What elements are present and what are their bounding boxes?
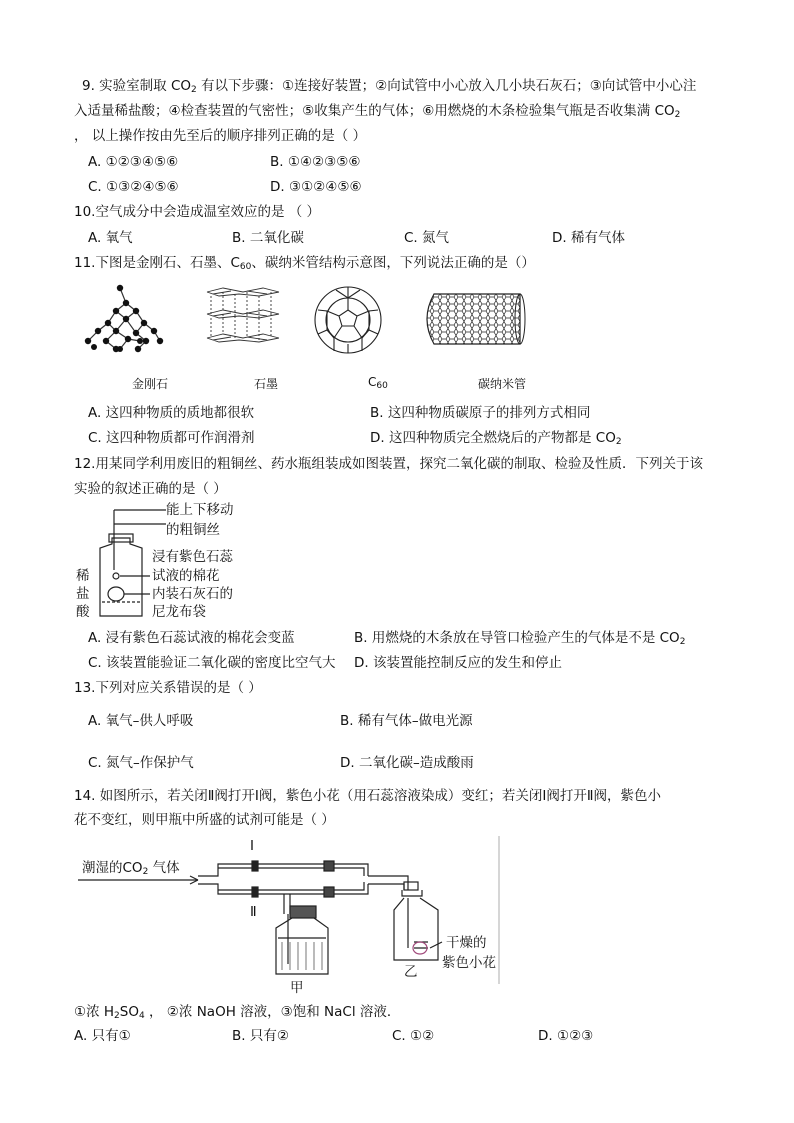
q13-option-b: B. 稀有气体–做电光源 [340, 713, 473, 729]
q12-option-b: B. 用燃烧的木条放在导管口检验产生的气体是不是 $CO_2$ [354, 630, 686, 647]
label-valve-2: Ⅱ [250, 904, 257, 920]
q10-option-b: B. 二氧化碳 [232, 230, 304, 246]
q9-option-c: C. ①③②④⑤⑥ [88, 179, 179, 195]
q9-stem-line1: 9. 实验室制取 $CO_2$ 有以下步骤：①连接好装置；②向试管中小心放入几小块石灰石；③向试管中小心注 [82, 78, 697, 95]
q13-option-a: A. 氧气–供人呼吸 [88, 713, 194, 729]
label-flower-1: 干燥的 [446, 935, 487, 951]
label-cotton-2: 试液的棉花 [152, 568, 220, 584]
label-flower-2: 紫色小花 [442, 955, 496, 971]
q13-option-c: C. 氮气–作保护气 [88, 755, 194, 771]
label-valve-1: Ⅰ [250, 838, 254, 854]
q11-stem: 11.下图是金刚石、石墨、$C_{60}$、碳纳米管结构示意图，下列说法正确的是（） [74, 255, 535, 272]
q11-option-d: D. 这四种物质完全燃烧后的产物都是 $CO_2$ [370, 430, 622, 447]
label-acid-1: 稀 [76, 568, 90, 584]
label-acid-3: 酸 [76, 604, 90, 620]
q12-option-c: C. 该装置能验证二氧化碳的密度比空气大 [88, 655, 336, 671]
label-bag-1: 内装石灰石的 [152, 586, 233, 602]
label-c60: $C_{60}$ [368, 375, 388, 391]
q9-option-d: D. ③①②④⑤⑥ [270, 179, 362, 195]
q12-stem-line1: 12.用某同学利用废旧的粗铜丝、药水瓶组装成如图装置，探究二氧化碳的制取、检验及性质．下列关于该 [74, 456, 703, 472]
label-moist-co2: 潮湿的$CO_2$ 气体 [82, 860, 180, 877]
label-wire-2: 的粗铜丝 [166, 522, 220, 538]
label-nanotube: 碳纳米管 [478, 377, 527, 391]
label-wire-1: 能上下移动 [166, 502, 234, 518]
c60-structure-figure [312, 284, 384, 356]
label-graphite: 石墨 [254, 377, 279, 391]
q14-option-c: C. ①② [392, 1028, 435, 1044]
q10-stem: 10.空气成分中会造成温室效应的是 （ ） [74, 204, 321, 220]
q14-option-a: A. 只有① [74, 1028, 131, 1044]
label-bag-2: 尼龙布袋 [152, 604, 206, 620]
q12-option-a: A. 浸有紫色石蕊试液的棉花会变蓝 [88, 630, 295, 646]
q11-option-b: B. 这四种物质碳原子的排列方式相同 [370, 405, 591, 421]
q13-option-d: D. 二氧化碳–造成酸雨 [340, 755, 474, 771]
nanotube-structure-figure [424, 290, 524, 348]
q12-stem-line2: 实验的叙述正确的是（ ） [74, 481, 227, 497]
q10-option-a: A. 氧气 [88, 230, 133, 246]
label-bottle-yi: 乙 [404, 964, 418, 980]
label-cotton-1: 浸有紫色石蕊 [152, 549, 233, 565]
q14-stem-line1: 14. 如图所示，若关闭Ⅱ阀打开Ⅰ阀，紫色小花（用石蕊溶液染成）变红；若关闭Ⅰ阀打开Ⅱ阀，紫色小 [74, 788, 662, 804]
q13-stem: 13.下列对应关系错误的是（ ） [74, 680, 262, 696]
q11-option-a: A. 这四种物质的质地都很软 [88, 405, 255, 421]
diamond-structure-figure [80, 283, 164, 355]
q11-option-c: C. 这四种物质都可作润滑剂 [88, 430, 255, 446]
q14-option-b: B. 只有② [232, 1028, 289, 1044]
q9-stem-line2: 入适量稀盐酸；④检查装置的气密性；⑤收集产生的气体；⑥用燃烧的木条检验集气瓶是否收集满 $CO_2$ [74, 103, 681, 120]
q14-option-d: D. ①②③ [538, 1028, 594, 1044]
label-diamond: 金刚石 [132, 377, 169, 391]
label-acid-2: 盐 [76, 586, 90, 602]
q9-option-a: A. ①②③④⑤⑥ [88, 154, 179, 170]
q9-option-b: B. ①④②③⑤⑥ [270, 154, 361, 170]
q14-stem-line2: 花不变红，则甲瓶中所盛的试剂可能是（ ） [74, 812, 335, 828]
q14-reagents: ①浓 $H_2SO_4$ ， ②浓 NaOH 溶液，③饱和 NaCl 溶液． [74, 1004, 401, 1021]
graphite-structure-figure [203, 288, 283, 356]
q10-option-c: C. 氮气 [404, 230, 450, 246]
q10-option-d: D. 稀有气体 [552, 230, 625, 246]
label-bottle-jia: 甲 [290, 980, 304, 996]
q12-option-d: D. 该装置能控制反应的发生和停止 [354, 655, 562, 671]
q9-stem-line3: ， 以上操作按由先至后的顺序排列正确的是（ ） [74, 128, 367, 144]
